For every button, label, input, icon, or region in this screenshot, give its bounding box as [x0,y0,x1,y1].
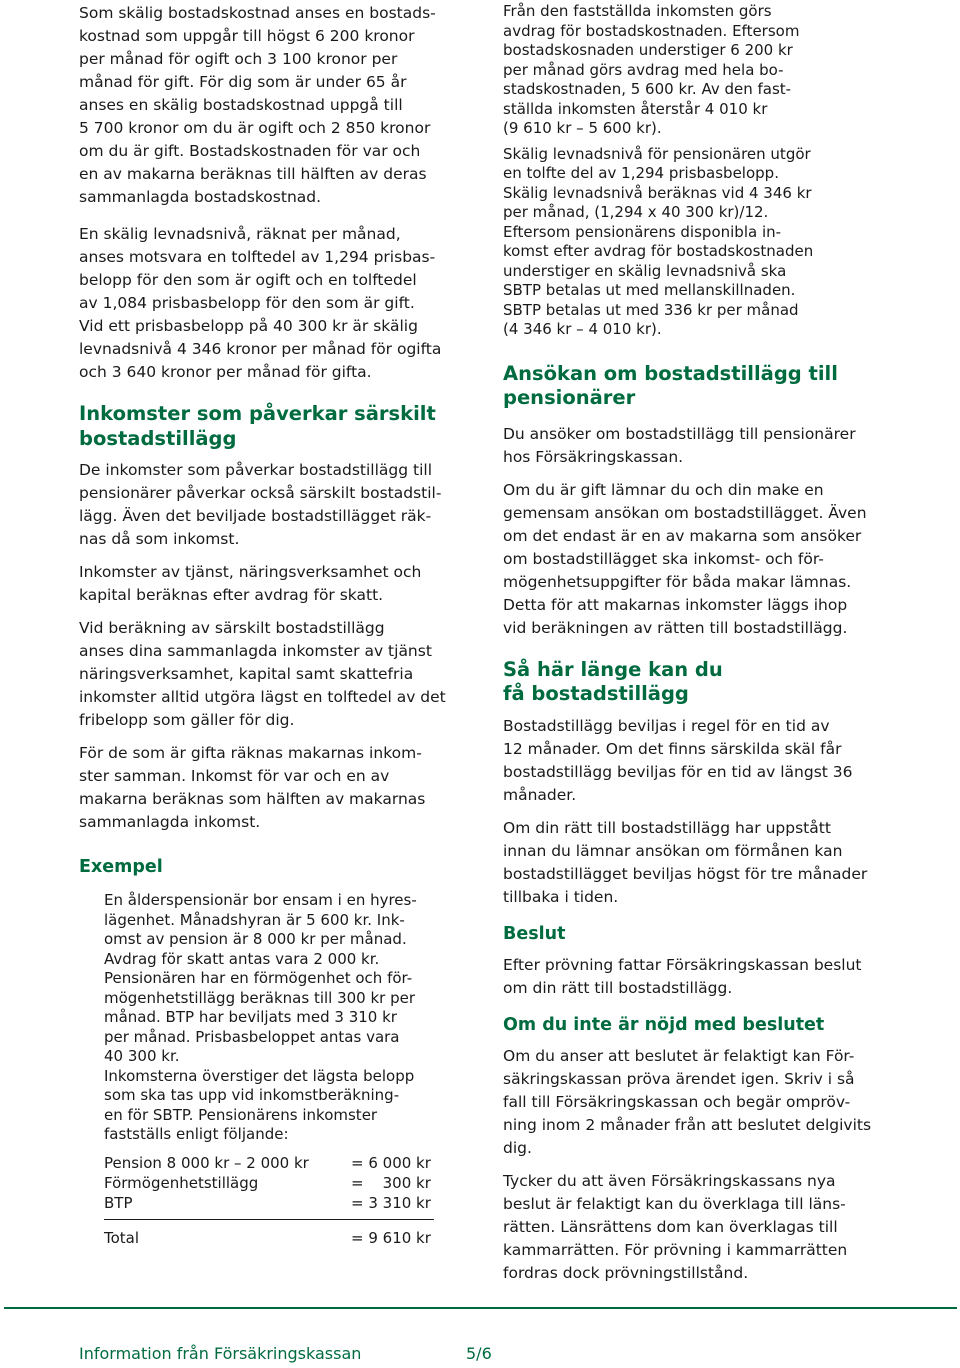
calc-label: BTP [104,1193,133,1212]
paragraph-income-3: Vid beräkning av särskilt bostadstillägg anses dina sammanlagda inkomster av tjänst näringsverksamhet, kapital samt skattefria inkomster alltid utgöra lägst en tolftedel av det fribelopp som gäller för dig. [79,619,446,729]
paragraph-appeal-1: Om du anser att beslutet är felaktigt kan För- säkringskassan pröva ärendet igen. Skriv i så fall till Försäkringskassan och begär ompröv- ning inom 2 månader från att beslutet delgivits dig. [503,1046,872,1157]
paragraph-reasonable-living-standard: En skälig levnadsnivå, räknat per månad, anses motsvara en tolftedel av 1,294 prisbas- belopp för den som är ogift och en tolftedel av 1,084 prisbasbelopp för den som är gift. Vid ett prisbasbelopp på 40 300 kr är skälig levnadsnivå 4 346 kronor per månad för ogifta och 3 640 kronor per månad för gifta. [79,225,442,381]
footer-title: Information från Försäkringskassan [79,1344,362,1363]
paragraph-income-2: Inkomster av tjänst, näringsverksamhet och kapital beräknas efter avdrag för skatt. [79,563,422,604]
footer-rule [4,1307,957,1309]
calc-row [104,1193,434,1213]
paragraph-appeal-2: Tycker du att även Försäkringskassans nya beslut är felaktigt kan du överklaga till läns- rätten. Länsrättens dom kan överklagas till kammarrätten. För prövning i kammarrätten fordras dock prövningstillstånd. [503,1171,848,1282]
right-column [503,2,893,1285]
paragraph-application-1: Du ansöker om bostadstillägg till pensionärer hos Försäkringskassan. [503,424,856,466]
paragraph-application-2: Om du är gift lämnar du och din make en gemensam ansökan om bostadstillägget. Även om det endast är en av makarna som ansöker om bostadstillägget ska inkomst- och för- mögenhetsuppgifter för båda makar lämnas. Detta för att makarnas inkomster läggs ihop vid beräkningen av rätten till bostadstillägg. [503,480,867,637]
calc-divider [104,1219,434,1220]
calc-total-value: = 9 610 kr [351,1228,431,1247]
calc-label: Förmögenhetstillägg [104,1173,259,1192]
heading-application: Ansökan om bostadstillägg till pensionärer [503,361,838,409]
calc-row [104,1153,434,1173]
paragraph-decision: Efter prövning fattar Försäkringskassan beslut om din rätt till bostadstillägg. [503,955,862,997]
calc-label: Pension 8 000 kr – 2 000 kr [104,1153,309,1172]
heading-appeal: Om du inte är nöjd med beslutet [503,1014,825,1035]
example-text-continued-1: Från den fastställda inkomsten görs avdrag för bostadskostnaden. Eftersom bostadskosnaden understiger 6 200 kr per månad görs avdrag med hela bo- stadskostnaden, 5 600 kr. Av den fast- ställda inkomsten återstår 4 010 kr (9 610 kr – 5 600 kr). [503,2,800,137]
example-text: En ålderspensionär bor ensam i en hyres- lägenhet. Månadshyran är 5 600 kr. Ink- omst av pension är 8 000 kr per månad. Avdrag för skatt antas vara 2 000 kr. Pensionären har en förmögenhet och för- mögenhetstillägg beräknas till 300 kr per månad. BTP har beviljats med 3 310 kr per månad. Prisbasbeloppet antas vara 40 300 kr. Inkomsterna överstiger det lägsta belopp som ska tas upp vid inkomstberäkning- en för SBTP. Pensionärens inkomster fastställs enligt följande: [104,891,417,1143]
income-calculation-table [104,1153,434,1248]
page-number: 5/6 [466,1344,492,1363]
calc-value: = 3 310 kr [351,1193,431,1212]
calc-row [104,1173,434,1193]
heading-duration: Så här länge kan du få bostadstillägg [503,657,723,705]
paragraph-income-1: De inkomster som påverkar bostadstillägg till pensionärer påverkar också särskilt bostadstil- lägg. Även det beviljade bostadstillägget räk- nas då som inkomst. [79,461,442,548]
example-text-continued-2: Skälig levnadsnivå för pensionären utgör en tolfte del av 1,294 prisbasbelopp. Skälig levnadsnivå beräknas vid 4 346 kr per månad, (1,294 x 40 300 kr)/12. Eftersom pensionärens disponibla in- komst efter avdrag för bostadskostnaden understiger en skälig levnadsnivå ska SBTP betalas ut med mellanskillnaden. SBTP betalas ut med 336 kr per månad (4 346 kr – 4 010 kr). [503,144,814,338]
paragraph-duration-2: Om din rätt till bostadstillägg har uppstått innan du lämnar ansökan om förmånen kan bostadstillägget beviljas högst för tre månader tillbaka i tiden. [503,818,868,906]
calc-total-row [104,1228,434,1248]
paragraph-reasonable-housing-cost: Som skälig bostadskostnad anses en bostads- kostnad som uppgår till högst 6 200 kronor per månad för ogift och 3 100 kronor per månad för gift. För dig som är under 65 år anses en skälig bostadskostnad uppgå till 5 700 kronor om du är ogift och 2 850 kronor om du är gift. Bostadskostnaden för var och en av makarna beräknas till hälften av deras sammanlagda bostadskostnad. [79,4,436,206]
calc-total-label: Total [104,1228,140,1247]
paragraph-duration-1: Bostadstillägg beviljas i regel för en tid av 12 månader. Om det finns särskilda skäl får bostadstillägg beviljas för en tid av längst 36 månader. [503,716,853,804]
heading-decision: Beslut [503,923,566,944]
calc-value: = 300 kr [351,1173,431,1192]
calc-value: = 6 000 kr [351,1153,431,1172]
paragraph-income-4: För de som är gifta räknas makarnas inkom- ster samman. Inkomst för var och en av makarna beräknas som hälften av makarnas sammanlagda inkomst. [79,744,426,831]
example-box [104,891,464,1145]
heading-income-affecting: Inkomster som påverkar särskilt bostadstillägg [79,402,436,450]
example-continued [503,2,893,340]
heading-example: Exempel [79,857,163,877]
left-column [79,2,464,1248]
